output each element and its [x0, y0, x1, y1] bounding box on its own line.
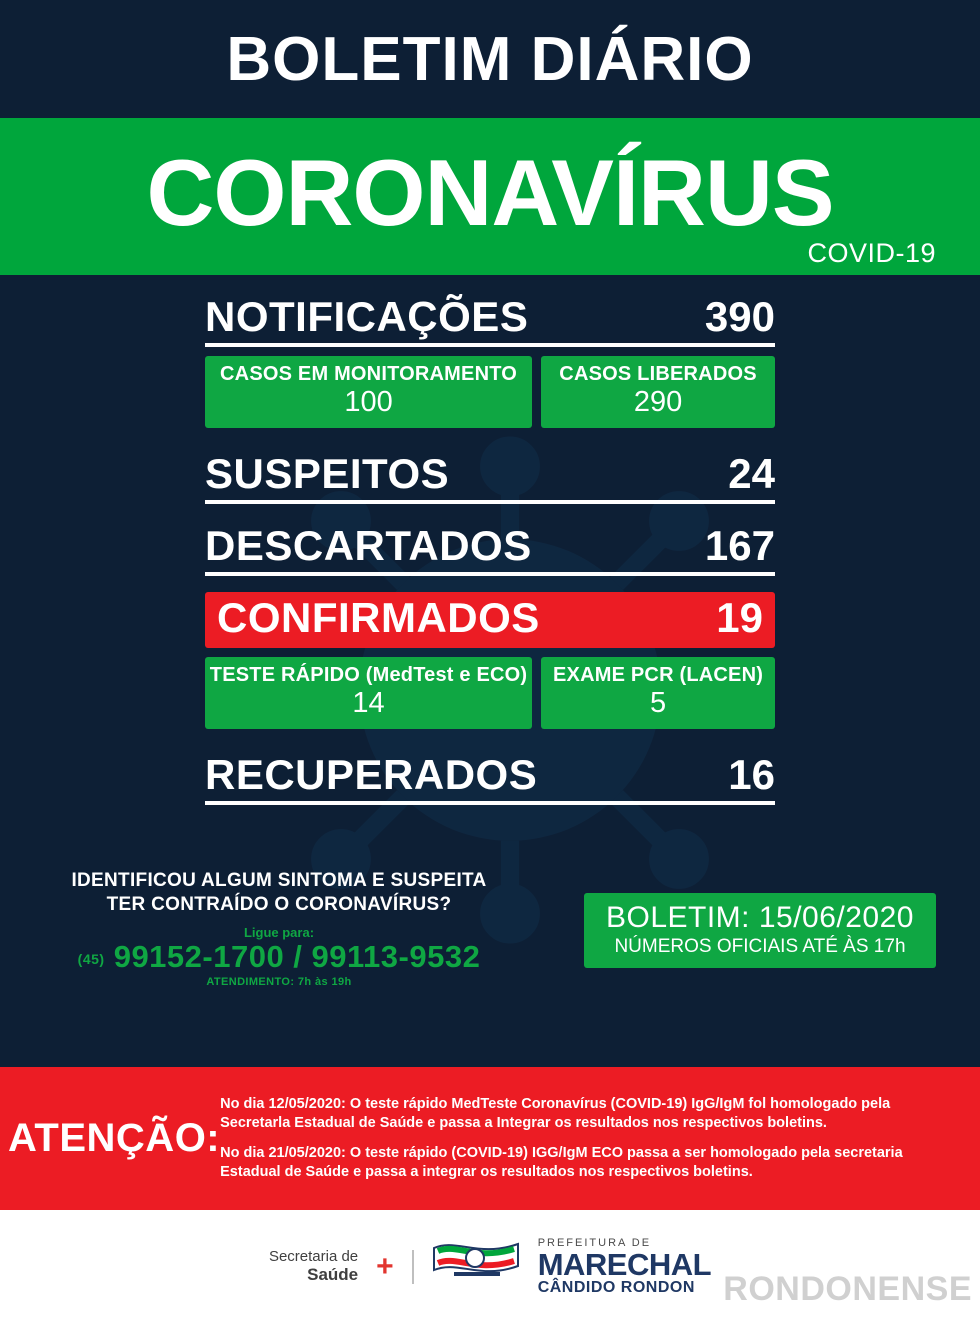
disease-title: CORONAVÍRUS — [146, 139, 834, 245]
stat-value-exame-pcr: 5 — [649, 687, 667, 719]
contact-section — [0, 805, 980, 988]
spacer — [205, 729, 775, 751]
contact-phone-numbers: 99152-1700 / 99113-9532 — [113, 938, 481, 974]
statistics-section — [0, 275, 980, 805]
attention-notes — [220, 1095, 980, 1183]
contact-area-code: (45) — [77, 950, 105, 967]
stat-value-notificacoes: 390 — [704, 293, 775, 340]
page-title: BOLETIM DIÁRIO — [226, 24, 754, 94]
city-hall-name: MARECHAL — [537, 1246, 712, 1282]
stat-value-recuperados: 16 — [728, 751, 775, 798]
stat-row-confirmados — [205, 592, 775, 648]
stat-value-teste-rapido: 14 — [352, 687, 385, 719]
stat-label-recuperados: RECUPERADOS — [205, 751, 538, 798]
medical-cross-icon: + — [376, 1249, 394, 1283]
confirmados-breakdown — [205, 657, 775, 729]
city-hall-subname: CÂNDIDO RONDON — [537, 1278, 695, 1296]
footer-logos — [0, 1210, 980, 1323]
city-hall-prefix: PREFEITURA DE — [537, 1236, 652, 1249]
poster-header — [0, 0, 980, 118]
stat-label-notificacoes: NOTIFICAÇÕES — [205, 293, 529, 340]
attention-label: ATENÇÃO: — [8, 1116, 221, 1160]
contact-question-line1: IDENTIFICOU ALGUM SINTOMA E SUSPEITA — [71, 870, 487, 891]
contact-call-label: Ligue para: — [243, 924, 315, 940]
stat-row-recuperados — [205, 751, 775, 805]
contact-phones[interactable] — [44, 940, 514, 974]
stat-row-notificacoes — [205, 293, 775, 347]
source-watermark: RONDONENSE — [723, 1270, 972, 1308]
stat-label-suspeitos: SUSPEITOS — [205, 450, 450, 497]
stat-label-exame-pcr: EXAME PCR (LACEN) — [553, 664, 764, 686]
spacer — [205, 504, 775, 522]
stat-value-suspeitos: 24 — [728, 450, 775, 497]
stat-box-exame-pcr — [541, 657, 775, 729]
bulletin-hours: NÚMEROS OFICIAIS ATÉ ÀS 17h — [614, 936, 906, 957]
bulletin-date-box — [584, 893, 936, 968]
stat-value-monitoramento: 100 — [344, 386, 393, 418]
stat-label-descartados: DESCARTADOS — [205, 522, 532, 569]
city-hall-logo-text — [538, 1238, 711, 1296]
city-flag-icon — [430, 1236, 522, 1298]
disease-banner — [0, 118, 980, 275]
footer-divider — [412, 1250, 414, 1284]
spacer — [205, 428, 775, 450]
attention-note-1: No dia 12/05/2020: O teste rápido MedTeste Coronavírus (COVID-19) IgG/IgM fol homologado pela Secretarla Estadual de Saúde e passa a Integrar os resultados nos respectivos boletins. — [220, 1095, 891, 1131]
stat-value-liberados: 290 — [633, 386, 683, 418]
contact-block — [44, 869, 514, 988]
stat-label-teste-rapido: TESTE RÁPIDO (MedTest e ECO) — [209, 664, 528, 686]
attention-band — [0, 1067, 980, 1210]
stat-row-suspeitos — [205, 450, 775, 504]
bulletin-date: BOLETIM: 15/06/2020 — [605, 901, 914, 934]
stat-label-monitoramento: CASOS EM MONITORAMENTO — [220, 363, 518, 385]
notificacoes-breakdown — [205, 356, 775, 428]
stat-label-confirmados: CONFIRMADOS — [217, 594, 540, 641]
stat-row-descartados — [205, 522, 775, 576]
stat-value-confirmados: 19 — [716, 594, 763, 641]
disease-subtitle: COVID-19 — [807, 238, 936, 268]
contact-question-line2: TER CONTRAÍDO O CORONAVÍRUS? — [106, 893, 452, 915]
health-department-line2: Saúde — [307, 1265, 359, 1285]
health-department-line1: Secretaria de — [268, 1248, 359, 1266]
health-department-logo — [269, 1248, 358, 1285]
stat-box-liberados — [541, 356, 775, 428]
attention-note-2: No dia 21/05/2020: O teste rápido (COVID-19) IGG/IgM ECO passa a ser homologado pela secretaria Estadual de Saúde e passa a integrar os resultados nos respectivos boletins. — [220, 1145, 903, 1181]
stat-value-descartados: 167 — [704, 522, 775, 569]
stat-label-liberados: CASOS LIBERADOS — [559, 363, 757, 385]
contact-hours: ATENDIMENTO: 7h às 19h — [206, 975, 352, 988]
stat-box-monitoramento — [205, 356, 532, 428]
stat-box-teste-rapido — [205, 657, 532, 729]
